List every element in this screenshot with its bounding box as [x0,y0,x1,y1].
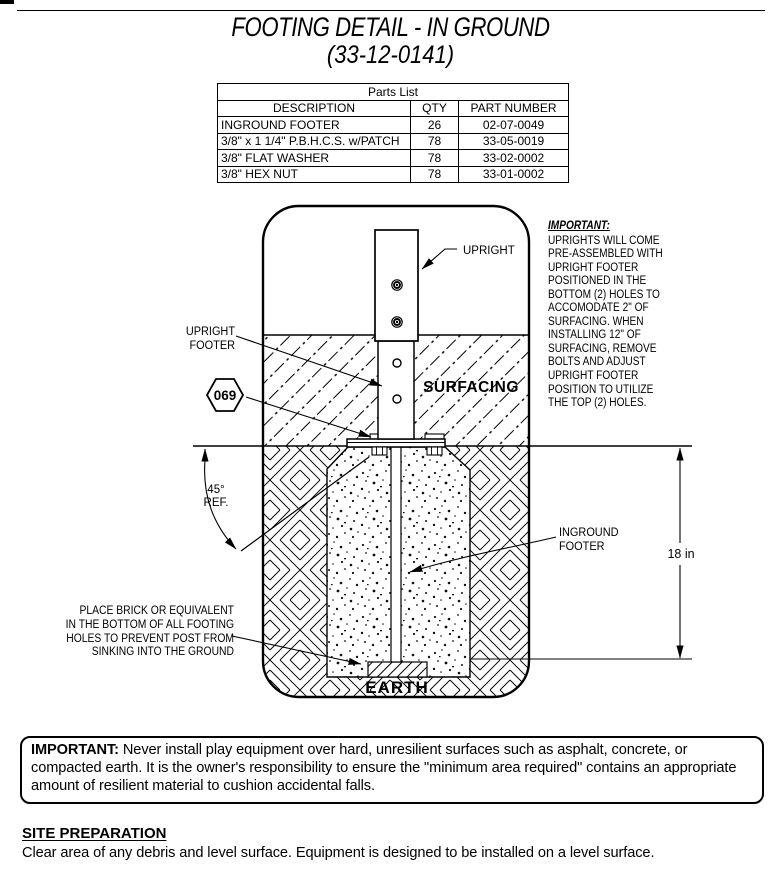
surfacing-label: SURFACING [423,379,519,396]
cell-description: 3/8" FLAT WASHER [218,150,411,167]
important-note-line: UPRIGHT FOOTER [548,370,639,383]
dimension-label: 18 in [667,547,695,561]
hex-nut-right [427,447,442,455]
cell-qty: 78 [411,150,459,167]
cell-description: INGROUND FOOTER [218,117,411,134]
column-header: PART NUMBER [459,100,569,117]
angle-label: 45° [207,484,225,496]
brick-note-line: PLACE BRICK OR EQUIVALENT [79,605,234,617]
important-note-line: SURFACING, REMOVE [548,342,657,355]
parts-list-title-row [218,84,569,101]
important-box-text: Never install play equipment over hard, unresilient surfaces such as asphalt, concrete, or compacted earth. It is the owner's responsibility to ensure the "minimum area required" contains an appropriate amount of resilient material to cushion accidental falls. [31,742,737,795]
table-row [218,117,569,134]
cell-description: 3/8" HEX NUT [218,166,411,183]
column-header: DESCRIPTION [218,100,411,117]
important-note-line: INSTALLING 12" OF [548,329,641,342]
cell-qty: 78 [411,166,459,183]
brick-note-line: SINKING INTO THE GROUND [91,646,235,659]
brick-note [59,605,234,660]
bolt-icon-bottom [392,317,402,327]
footer-hole-bottom [393,395,401,403]
site-preparation-text: Clear area of any debris and level surface. Equipment is designed to be installed on a level surface. [22,845,655,861]
site-preparation-section [22,825,767,861]
top-rule [17,10,765,11]
bolt-icon-top [392,280,402,290]
cell-part-number: 02-07-0049 [459,117,569,134]
important-note-line: PRE-ASSEMBLED WITH [548,248,663,261]
cell-qty: 26 [411,117,459,134]
important-note-line: SURFACING. WHEN [548,315,644,328]
cell-part-number: 33-05-0019 [459,133,569,150]
corner-mark [0,0,14,4]
hexagon-badge [207,379,243,411]
important-note-line: POSITIONED IN THE [548,275,647,288]
table-row [218,166,569,183]
important-note-line: BOTTOM (2) HOLES TO [548,288,660,301]
badge-number: 069 [213,388,237,403]
important-note-line: BOLTS AND ADJUST [548,356,646,369]
upright-footer-tube [378,341,414,439]
table-row [218,150,569,167]
important-note-line: UPRIGHT FOOTER [548,261,639,274]
important-box-label: IMPORTANT: [31,742,119,758]
parts-list-table [217,83,569,183]
important-note-line: UPRIGHTS WILL COME [548,234,660,247]
column-header: QTY [411,100,459,117]
footer-hole-top [393,359,401,367]
important-note-line: THE TOP (2) HOLES. [548,397,647,410]
brick [368,662,427,677]
title-line2: (33-12-0141) [326,41,455,69]
cell-part-number: 33-02-0002 [459,150,569,167]
page-title [0,14,781,68]
earth-label: EARTH [365,678,429,697]
cell-qty: 78 [411,133,459,150]
cell-part-number: 33-01-0002 [459,166,569,183]
important-note-line: POSITION TO UTILIZE [548,383,654,396]
important-note-title: IMPORTANT: [548,220,610,232]
table-row [218,133,569,150]
brick-note-line: HOLES TO PREVENT POST FROM [66,632,234,645]
parts-list-title: Parts List [218,84,569,101]
hex-nut-left [372,447,387,455]
cell-description: 3/8" x 1 1/4" P.B.H.C.S. w/PATCH [218,133,411,150]
title-line1: FOOTING DETAIL - IN GROUND [231,12,550,42]
inground-footer-label: INGROUND FOOTER [559,527,619,553]
brick-note-line: IN THE BOTTOM OF ALL FOOTING [65,618,234,631]
important-box [20,736,764,804]
upright-footer-label: UPRIGHT FOOTER [185,326,235,352]
upright-label: UPRIGHT [463,245,515,257]
important-note-line: ACCOMODATE 2" OF [548,302,649,315]
parts-list-header-row [218,100,569,117]
angle-ref-label: REF. [203,497,229,509]
leader-upright [422,249,457,269]
site-preparation-heading: SITE PREPARATION [22,825,167,842]
inground-footer-post [391,447,401,662]
important-note [548,220,705,411]
